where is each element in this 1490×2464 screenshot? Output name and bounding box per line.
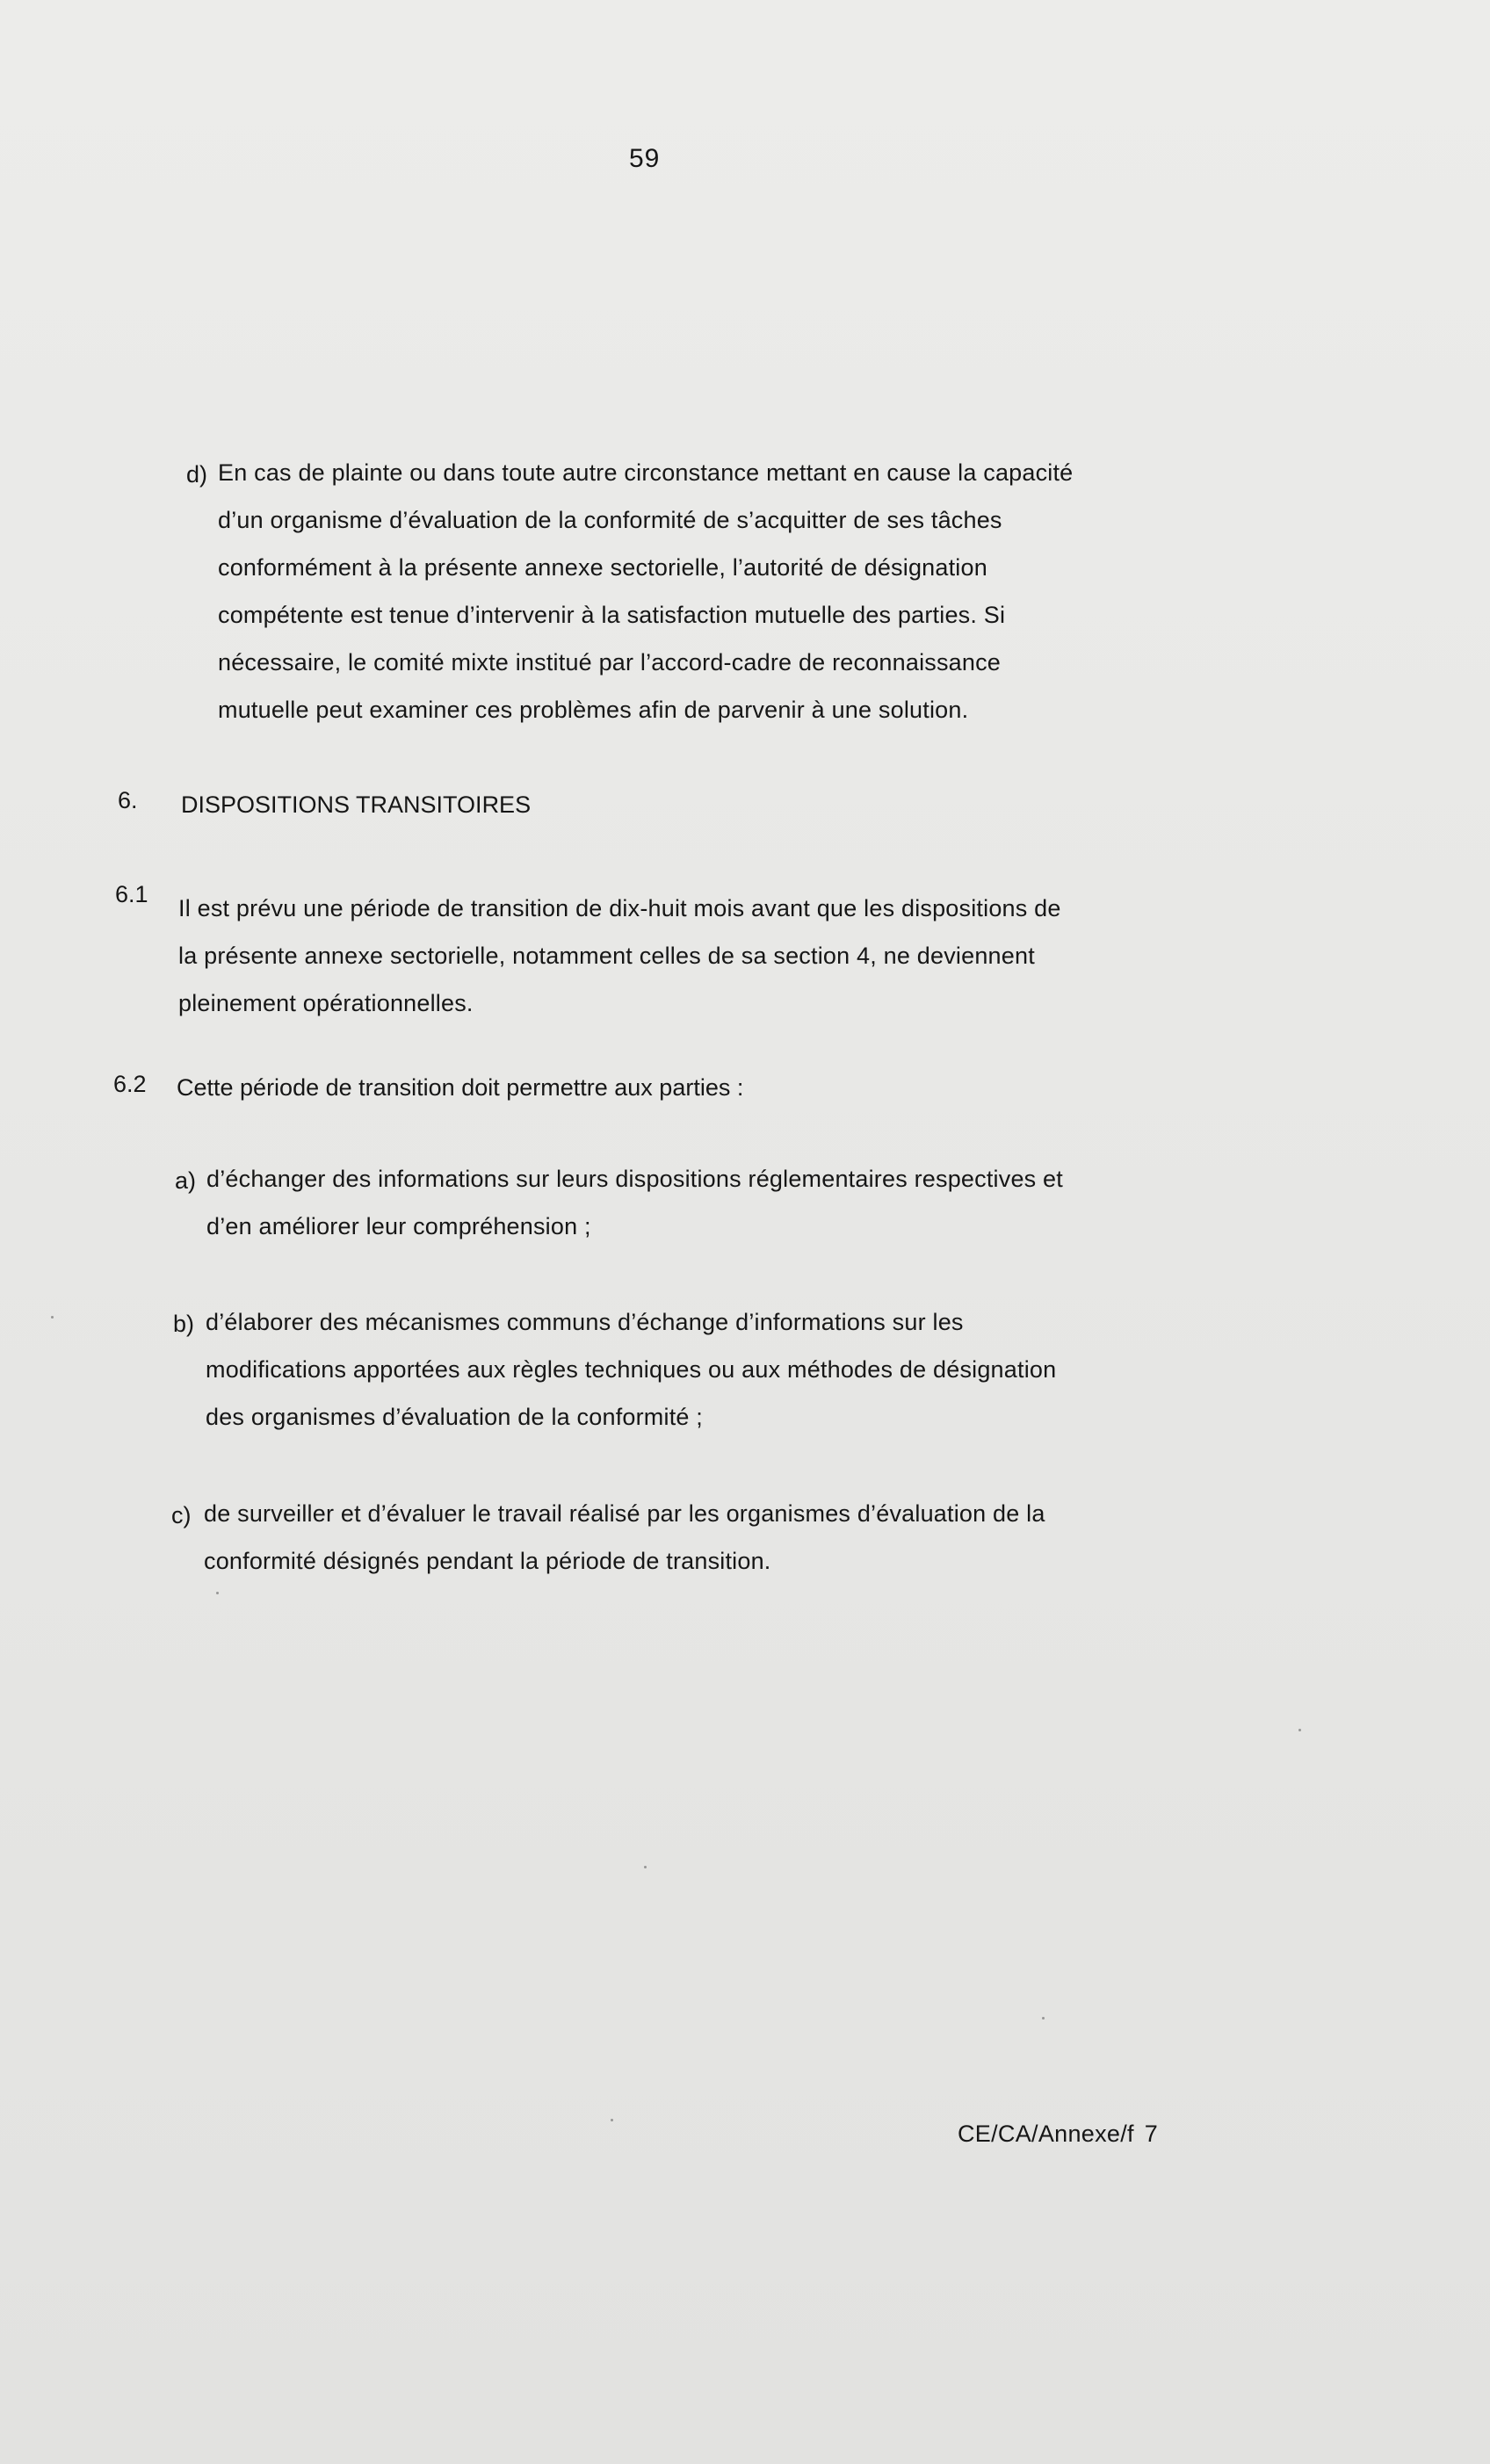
scan-speck	[611, 2119, 613, 2121]
footer-reference-code: CE/CA/Annexe/f	[958, 2121, 1134, 2147]
text-line: conformément à la présente annexe sectorielle, l’autorité de désignation	[218, 554, 987, 581]
section-6-1-number: 6.1	[115, 881, 148, 907]
text-line: d’échanger des informations sur leurs dispositions réglementaires respectives et	[206, 1166, 1063, 1192]
text-line: Il est prévu une période de transition de dix-huit mois avant que les dispositions de	[178, 895, 1061, 921]
item-c-label: c)	[171, 1502, 192, 1528]
text-line: En cas de plainte ou dans toute autre circonstance mettant en cause la capacité	[218, 459, 1074, 486]
text-line: compétente est tenue d’intervenir à la satisfaction mutuelle des parties. Si	[218, 602, 1006, 628]
page-number: 59	[629, 144, 661, 173]
text-line: d’en améliorer leur compréhension ;	[206, 1213, 591, 1239]
text-line: nécessaire, le comité mixte institué par l’accord-cadre de reconnaissance	[218, 649, 1002, 676]
item-b-label: b)	[173, 1311, 195, 1337]
scan-speck	[216, 1592, 219, 1594]
text-line: la présente annexe sectorielle, notamment celles de sa section 4, ne deviennent	[178, 943, 1035, 969]
scan-speck	[51, 1316, 54, 1319]
text-line: des organismes d’évaluation de la conformité ;	[206, 1404, 704, 1430]
scan-speck	[1298, 1729, 1301, 1731]
text-line: de surveiller et d’évaluer le travail réalisé par les organismes d’évaluation de la	[204, 1500, 1045, 1527]
item-a-label: a)	[175, 1167, 197, 1194]
item-a-text	[206, 1155, 1063, 1250]
text-line: conformité désignés pendant la période de transition.	[204, 1548, 771, 1574]
text-line: d’un organisme d’évaluation de la conformité de s’acquitter de ses tâches	[218, 507, 1002, 533]
section-6-title: DISPOSITIONS TRANSITOIRES	[181, 791, 532, 818]
footer-page-number: 7	[1144, 2121, 1159, 2147]
footer-reference	[958, 2121, 1158, 2148]
item-c-text	[204, 1490, 1045, 1585]
item-d-text	[218, 449, 1073, 733]
text-line: pleinement opérationnelles.	[178, 990, 474, 1016]
item-d-label: d)	[186, 461, 208, 488]
section-6-2-number: 6.2	[113, 1071, 147, 1097]
scan-speck	[644, 1866, 647, 1868]
text-line: modifications apportées aux règles techniques ou aux méthodes de désignation	[206, 1356, 1057, 1383]
scan-speck	[1042, 2017, 1045, 2020]
section-6-2-intro: Cette période de transition doit permettre aux parties :	[177, 1074, 744, 1101]
text-line: mutuelle peut examiner ces problèmes afin de parvenir à une solution.	[218, 697, 969, 723]
section-6-1-text	[178, 885, 1061, 1027]
item-b-text	[206, 1298, 1056, 1441]
text-line: d’élaborer des mécanismes communs d’échange d’informations sur les	[206, 1309, 964, 1335]
section-6-number: 6.	[118, 787, 138, 813]
